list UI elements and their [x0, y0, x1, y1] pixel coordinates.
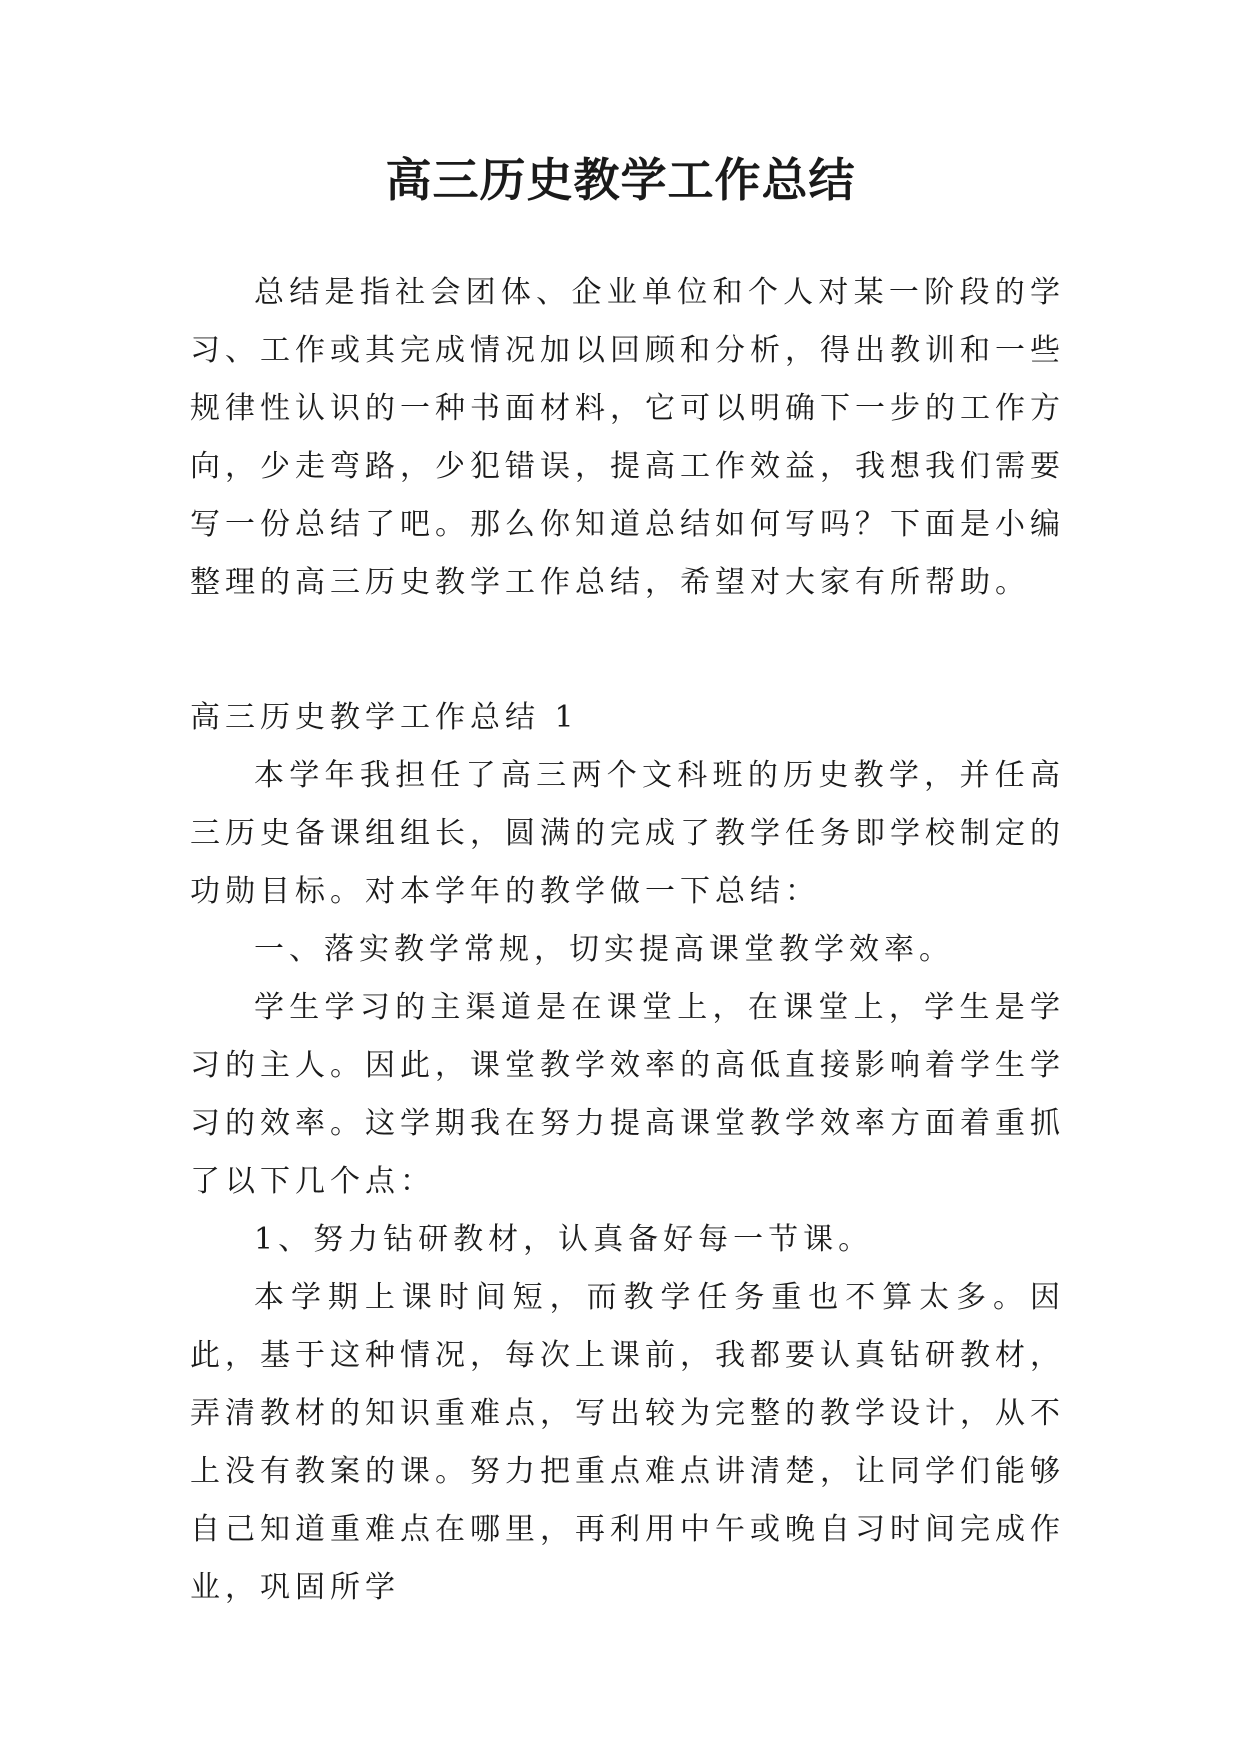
body-paragraph: 本学年我担任了高三两个文科班的历史教学，并任高三历史备课组组长，圆满的完成了教学任务即学校制定的功勋目标。对本学年的教学做一下总结： — [190, 758, 1065, 909]
section-heading: 高三历史教学工作总结 1 — [190, 700, 579, 735]
body-paragraph: 一、落实教学常规，切实提高课堂教学效率。 — [254, 932, 954, 967]
intro-paragraph: 总结是指社会团体、企业单位和个人对某一阶段的学习、工作或其完成情况加以回顾和分析，得出教训和一些规律性认识的一种书面材料，它可以明确下一步的工作方向，少走弯路，少犯错误，提高工作效益，我想我们需要写一份总结了吧。那么你知道总结如何写吗？下面是小编整理的高三历史教学工作总结，希望对大家有所帮助。 — [190, 275, 1065, 600]
body-paragraph: 1、努力钻研教材，认真备好每一节课。 — [254, 1222, 874, 1257]
body-paragraph: 学生学习的主渠道是在课堂上，在课堂上，学生是学习的主人。因此，课堂教学效率的高低直接影响着学生学习的效率。这学期我在努力提高课堂教学效率方面着重抓了以下几个点： — [190, 990, 1065, 1199]
intro-block — [190, 264, 1065, 612]
document-title: 高三历史教学工作总结 — [385, 153, 856, 207]
body-paragraph: 本学期上课时间短，而教学任务重也不算太多。因此，基于这种情况，每次上课前，我都要认真钻研教材，弄清教材的知识重难点，写出较为完整的教学设计，从不上没有教案的课。努力把重点难点讲清楚，让同学们能够自己知道重难点在哪里，再利用中午或晚自习时间完成作业，巩固所学 — [190, 1280, 1065, 1605]
section-block — [190, 689, 1065, 1617]
